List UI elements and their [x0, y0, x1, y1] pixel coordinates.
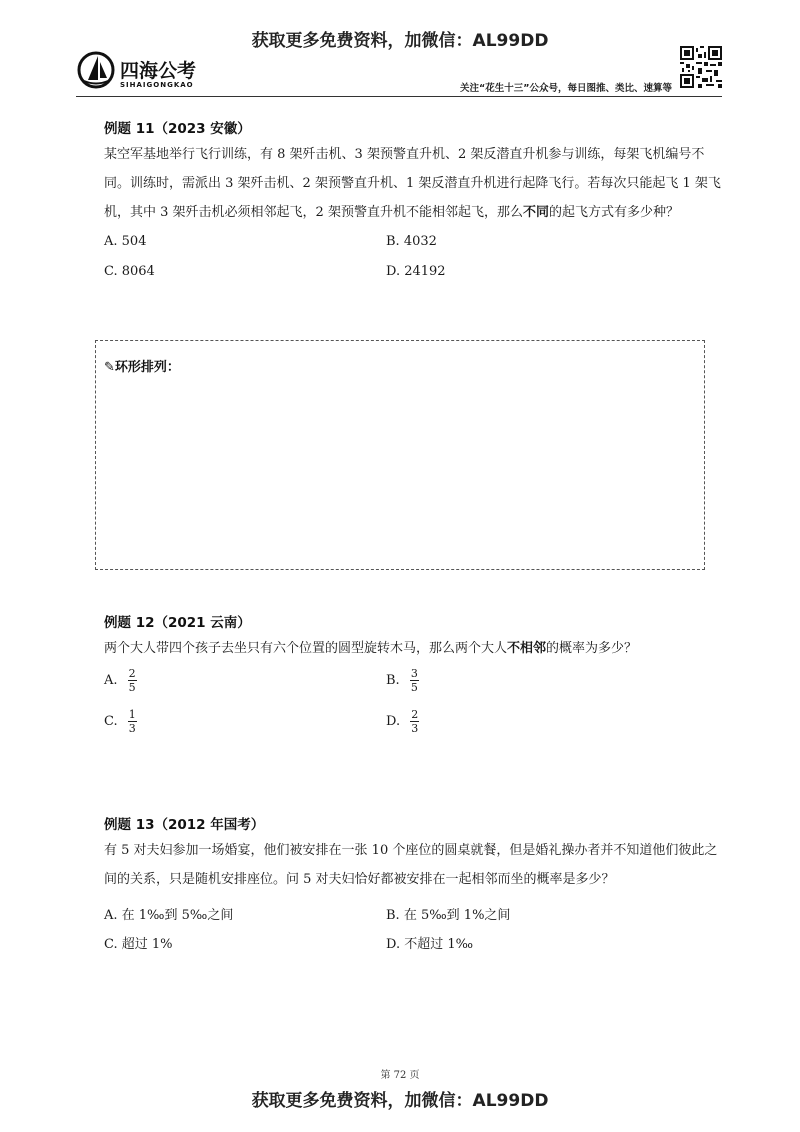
page-number: 第 72 页 — [380, 1070, 420, 1081]
q11-body — [104, 140, 724, 227]
fraction-numerator: 3 — [410, 667, 418, 680]
note-box-label: ✎环形排列： — [104, 360, 180, 375]
fraction-denominator: 3 — [128, 722, 136, 735]
q13-option-a: A. 在 1‰到 5‰之间 — [104, 908, 234, 923]
fraction-denominator: 5 — [410, 681, 418, 694]
q12-option-c — [104, 708, 137, 735]
q12-option-d — [386, 708, 419, 735]
q12-body-bold: 不相邻 — [507, 641, 547, 656]
q12-option-c-fraction — [128, 708, 137, 735]
q11-heading: 例题 11（2023 安徽） — [104, 121, 251, 137]
q12-option-b-fraction — [410, 667, 419, 694]
q11-option-a: A. 504 — [104, 234, 147, 249]
brand-subtitle: SIHAIGONGKAO — [120, 81, 194, 89]
q11-body-bold: 不同 — [522, 205, 549, 220]
q12-heading: 例题 12（2021 云南） — [104, 615, 251, 631]
q12-option-a — [104, 667, 137, 694]
note-box — [95, 340, 705, 570]
q12-option-b — [386, 667, 419, 694]
q12-body — [104, 634, 724, 663]
q11-option-d: D. 24192 — [386, 264, 446, 279]
fraction-numerator: 1 — [128, 708, 136, 721]
q13-option-b: B. 在 5‰到 1%之间 — [386, 908, 511, 923]
q11-body-post: 的起飞方式有多少种？ — [548, 205, 679, 220]
q13-option-d: D. 不超过 1‰ — [386, 937, 474, 952]
q11-body-pre: 某空军基地举行飞行训练，有 8 架歼击机、3 架预警直升机、2 架反潜直升机参与训练，每架飞机编号不同。训练时，需派出 3 架歼击机、2 架预警直升机、1 架反潜直升机进行起降飞行。若每次只能起飞 1 架飞机，其中 3 架歼击机必须相邻起飞，2 架预警直升机不能相邻起飞，那么 — [104, 147, 721, 220]
brand-logo — [76, 50, 236, 94]
q11-option-c: C. 8064 — [104, 264, 155, 279]
header-divider — [76, 96, 722, 97]
fraction-numerator: 2 — [128, 667, 136, 680]
bottom-promo-banner: 获取更多免费资料，加微信：AL99DD — [251, 1091, 549, 1111]
top-promo-banner: 获取更多免费资料，加微信：AL99DD — [251, 31, 549, 51]
q11-option-b: B. 4032 — [386, 234, 437, 249]
q12-option-b-letter: B. — [386, 673, 400, 688]
brand-name: 四海公考 — [120, 60, 197, 82]
q13-heading: 例题 13（2012 年国考） — [104, 817, 265, 833]
q12-option-d-fraction — [410, 708, 419, 735]
q12-body-post: 的概率为多少？ — [546, 641, 638, 656]
q12-option-d-letter: D. — [386, 714, 401, 729]
q12-option-a-letter: A. — [104, 673, 118, 688]
sail-logo-icon — [76, 50, 116, 90]
q13-body: 有 5 对夫妇参加一场婚宴，他们被安排在一张 10 个座位的圆桌就餐，但是婚礼操办者并不知道他们彼此之间的关系，只是随机安排座位。问 5 对夫妇恰好都被安排在一起相邻而坐的概率是多少？ — [104, 843, 718, 887]
q13-option-c: C. 超过 1% — [104, 937, 173, 952]
qr-code-icon — [680, 46, 722, 88]
q12-option-c-letter: C. — [104, 714, 118, 729]
q12-option-a-fraction — [128, 667, 137, 694]
fraction-numerator: 2 — [411, 708, 419, 721]
fraction-denominator: 3 — [411, 722, 419, 735]
follow-notice: 关注“花生十三”公众号，每日图推、类比、速算等 — [460, 83, 672, 94]
fraction-denominator: 5 — [128, 681, 136, 694]
q12-body-pre: 两个大人带四个孩子去坐只有六个位置的圆型旋转木马，那么两个大人 — [104, 641, 508, 656]
